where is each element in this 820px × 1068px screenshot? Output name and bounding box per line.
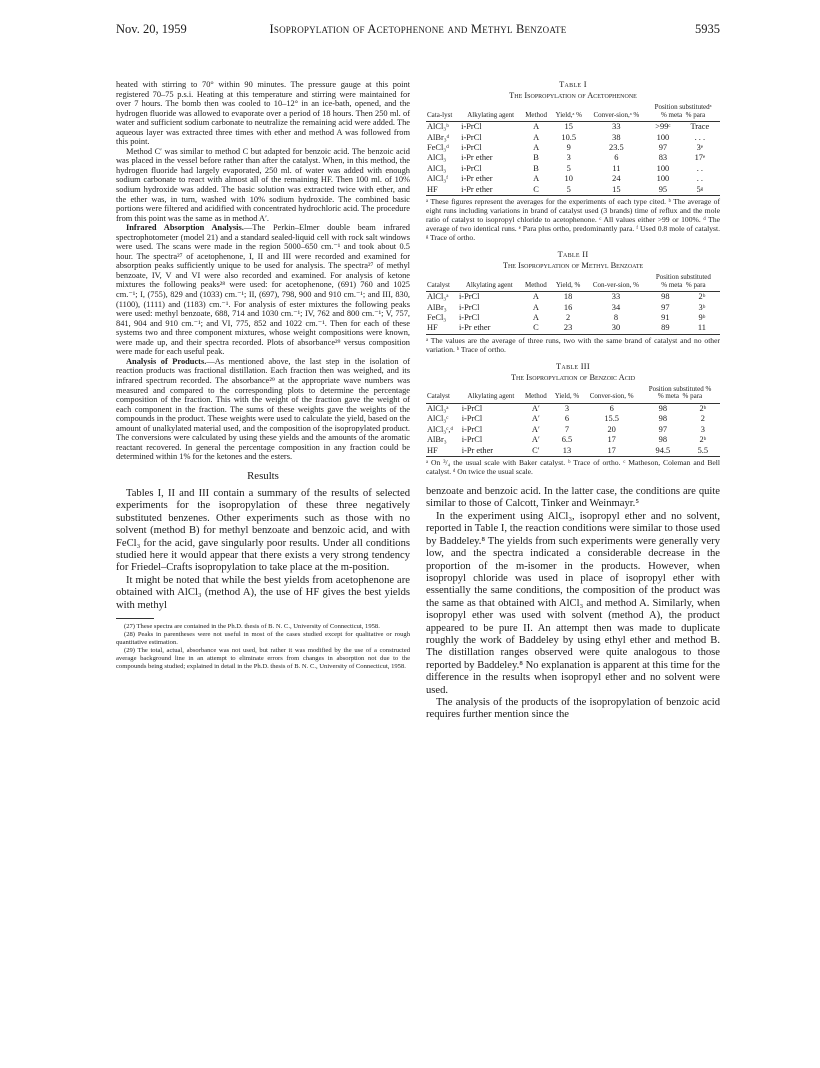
table-cell: AlBr₃ [427,435,447,445]
table-cell: 97 [658,424,668,434]
table-cell: 6.5 [561,435,573,445]
column-header: Method [521,104,551,122]
table-row [426,323,720,334]
table-cell: B [533,163,539,173]
paragraph [116,223,410,357]
table-cell: 13 [551,446,584,457]
table-cell: AlCl₃ [427,163,447,173]
table-cell: AlBr₃ᵈ [427,132,450,142]
table-cell: 20 [607,424,616,434]
column-header: Alkylating agent [461,386,521,404]
table-cell: B [533,153,539,163]
table-row [426,133,720,143]
table-cell: 83 [658,153,668,163]
table-cell: A [532,313,539,323]
right-column [426,80,720,722]
table-cell: i-PrCl [458,313,480,323]
table-row [426,404,720,415]
table-cell: i-Pr ether [461,446,521,457]
table-cell: AlCl₃ᶜ [427,414,449,424]
table-cell: i-PrCl [461,132,482,142]
table-cell: 24 [612,174,621,184]
table-cell: A [532,292,539,302]
table-cell: 100 [656,132,670,142]
table-cell: 33 [612,122,621,132]
table-cell: AlCl₃ [427,153,447,163]
table-row [426,435,720,445]
table-cell: i-PrCl [458,292,480,302]
table-cell: i-PrCl [461,404,483,414]
table-cell: 7 [564,424,570,434]
table-row [426,414,720,424]
table-cell: 11 [684,323,720,334]
table-cell: C [521,323,551,334]
column-header: Yield,ᵃ % [551,104,587,122]
table-cell: AlCl₃ᶜ,ᵈ [427,424,454,434]
table-cell: i-Pr ether [461,174,493,184]
running-header [116,22,720,38]
table-cell: 9ᵇ [698,313,706,323]
table-row [426,303,720,313]
table-cell: AlCl₃ᶠ [427,174,448,184]
table-cell: 33 [611,292,621,302]
table-cell: >99ᶜ [655,122,671,132]
table-cell: 2 [700,414,705,424]
position-header: Position substitutedᵃ [654,103,712,111]
table-cell: Trace [690,122,710,132]
table-cell: 97 [661,302,670,312]
table-1 [426,80,720,242]
table-cell: 2 [566,313,571,323]
table-cell: AlCl₃ᵃ [427,292,449,302]
table-cell: C [521,185,551,196]
footnote-rule [116,618,154,619]
column-group-header [640,386,720,404]
column-header: % meta [657,392,680,401]
paragraph: benzoate and benzoic acid. In the latter case, the conditions are quite similar to those of Calcott, Tinker and Weinmayr.⁵ [426,486,720,510]
table-cell: A [533,132,540,142]
table-cell: 5 [566,163,571,173]
table-row [426,425,720,435]
column-header: Alkylating agent [458,274,521,292]
table-cell: i-Pr ether [460,185,521,196]
column-header: Catalyst [426,274,458,292]
table-cell: 2ᵇ [699,435,707,445]
table-cell: A′ [531,414,540,424]
table-caption: Table III [556,361,590,371]
table-cell: i-PrCl [461,143,482,152]
table-cell: . . . [694,132,706,142]
data-table [426,274,720,335]
table-cell: 6 [609,404,614,414]
left-column [116,80,410,671]
table-2 [426,250,720,354]
table-cell: 17 [583,446,640,457]
paragraph: The analysis of the products of the isopropylation of benzoic acid requires further mention since the [426,696,720,721]
table-cell: A [533,143,540,152]
column-header: Yield, % [551,386,584,404]
table-row [426,153,720,163]
table-cell: i-PrCl [458,302,480,312]
page-number: 5935 [695,22,720,36]
table-cell: HF [426,185,460,196]
table-cell: . . [696,174,703,184]
column-header: Method [521,386,550,404]
table-cell: 5ᵍ [680,185,720,196]
table-title: The Isopropylation of Methyl Benzoate [502,261,644,271]
table-cell: 3 [564,404,570,414]
table-cell: 2ᵇ [699,404,707,414]
table-cell: 98 [658,404,668,414]
column-header: % meta [661,280,683,289]
table-cell: 16 [563,302,573,312]
table-caption: Table II [557,250,589,260]
table-cell: A [533,122,540,132]
table-cell: 6 [564,414,570,424]
column-header: Method [521,274,551,292]
table-cell: 3 [566,153,571,163]
column-header: Catalyst [426,386,461,404]
table-cell: 23.5 [609,143,624,152]
paragraph-text: —The Perkin–Elmer double beam infrared spectrophotometer (model 21) and a standard sealed-liquid cell with rock salt windows were used. The scans were made in the region 5000–650 cm.⁻¹ and took about 0.5 hour. The spectra²⁷ of acetophenone, I, II and III were recorded and examined for absorption peaks sufficiently unique to be used for analysis. The spectra²⁷ of methyl benzoate, IV, V and VI were also recorded and examined. For analysis of ketone mixtures the following peaks²⁸ were used: for acetophenone, (691) 760 and 1025 cm.⁻¹; I, (755), 829 and (1033) cm.⁻¹; II, (697), 798, 900 and 910 cm.⁻¹; and III, 830, (1100), (1111) and (1183) cm.⁻¹. For analysis of ester mixtures the following peaks were used: methyl benzoate, 688, 714 and 1030 cm.⁻¹; IV, 762 and 800 cm.⁻¹; V, 757, 841, 904 and 910 cm.⁻¹; and VI, 775, 852 and 1022 cm.⁻¹. Then for each of these systems two and three component mixtures, whose weight compositions were known, were made up, and their spectra recorded. Plots of absorbance²⁹ versus composition were made for each useful peak. [116,223,410,357]
table-cell: 23 [551,323,585,334]
table-cell: 89 [647,323,684,334]
table-caption: Table I [559,80,587,89]
paragraph: Method C′ was similar to method C but adapted for benzoic acid. The benzoic acid was placed in the vessel before rather than after the catalyst. When, in this method, the hydrogen fluoride had largely evaporated, 250 ml. of water was added with enough sodium carbonate to react with almost all of the remaining HF. Then 100 ml. of 10% sodium hydroxide was added. The basic solution was extracted twice with ether, and the ether was, in turn, washed with 10% sodium hydroxide. The combined basic portions were filtered and acidified with concentrated hydrochloric acid. The procedure from this point was the same as in method A′. [116,146,410,223]
footnote: (28) Peaks in parentheses were not useful in most of the cases studied except for qualitative or rough quantitative estimation. [116,630,410,646]
table-cell: 15 [564,122,573,132]
table-row [426,185,720,196]
table-cell: A [532,302,539,312]
column-group-header [646,104,720,122]
table-title: The Isopropylation of Acetophenone [509,91,637,100]
footnote: (27) These spectra are contained in the Ph.D. thesis of B. N. C., University of Connecticut, 1958. [124,622,380,630]
table-3 [426,362,720,476]
table-cell: 8 [613,313,619,323]
table-cell: 30 [585,323,647,334]
table-cell: A [533,174,540,184]
table-cell: 98 [658,414,668,424]
table-cell: i-Pr ether [458,323,521,334]
table-row [426,446,720,457]
table-cell: 15.5 [604,414,619,424]
paragraph: It might be noted that while the best yields from acetophenone are obtained with AlCl₃ (method A), the use of HF gives the best yields with methyl [116,574,410,611]
table-cell: 34 [611,302,621,312]
data-table [426,104,720,196]
table-cell: 100 [656,163,670,173]
table-cell: i-PrCl [461,122,482,132]
table-cell: HF [426,446,461,457]
footnote: (29) The total, actual, absorbance was not used, but rather it was modified by the use of a constructed average background line in an attempt to eliminate errors from changes in absorption not due to the compounds being studied; explained in detail in the Ph.D. thesis of B. N. C., University of Connecticut, 1958. [116,646,410,670]
table-footnote: ᵃ On ³/₄ the usual scale with Baker catalyst. ᵇ Trace of ortho. ᶜ Matheson, Coleman and Bell catalyst. ᵈ On twice the usual scale. [426,458,720,477]
table-cell: AlCl₃ᵇ [427,122,449,132]
column-group-header [647,274,720,292]
column-header: Alkylating agent [460,104,521,122]
column-header: Cata-lyst [426,104,460,122]
table-cell: 3ᵉ [696,143,703,152]
table-cell: 3 [700,424,705,434]
table-cell: HF [426,323,458,334]
data-table [426,386,720,457]
table-cell: A′ [531,424,540,434]
table-cell: FeCl₃ᵈ [427,143,449,152]
table-cell: i-PrCl [461,414,483,424]
table-footnote: ᵃ The values are the average of three runs, two with the same brand of catalyst and no other variation. ᵇ Trace of ortho. [426,335,720,354]
table-row [426,122,720,133]
table-cell: 98 [661,292,670,302]
table-row [426,313,720,323]
table-cell: 95 [646,185,679,196]
position-header: Position substituted [655,273,711,282]
table-cell: 10.5 [561,132,577,142]
table-title: The Isopropylation of Benzoic Acid [510,372,636,382]
column-header: Yield, % [551,274,585,292]
table-row [426,164,720,174]
table-cell: 100 [656,174,670,184]
table-cell: 5.5 [686,446,720,457]
table-cell: i-PrCl [461,163,482,173]
position-header: Position substituted % [648,384,712,393]
table-row [426,143,720,153]
table-cell: i-Pr ether [461,153,493,163]
paragraph-text: —As mentioned above, the last step in the isolation of reaction products was fractional distillation. Each fraction then was weighed, and its infrared spectrum recorded. The absorbance²⁹ at the appropriate wave numbers was measured and compared to the corresponding plots to determine the percentage composition of the fraction. This with the weight of the fraction gave the weight of each component in the fraction. The sums of these weights gave the weights of the compounds in the product. These weights were used to calculate the yield, based on the amount of unalkylated material used, and the composition of the isopropylated product. The conversions were calculated by using these yields and the amounts of the aromatic reactant recovered. In general the percentage composition in any fraction could be determined within 1% for the ketones and the esters. [116,356,410,462]
table-cell: AlBr₃ [427,302,447,312]
column-header: % para [685,110,706,119]
table-cell: i-PrCl [461,435,483,445]
column-header: % para [685,280,706,289]
column-header: % meta [660,110,683,119]
table-cell: A′ [531,435,540,445]
table-cell: 38 [612,132,621,142]
table-cell: 17 [607,435,616,445]
column-header: % para [682,392,703,401]
paragraph: Tables I, II and III contain a summary of the results of selected experiments for the isopropylation of these three negatively substituted benzenes. Other experiments such as those with no solvent (method B) for methyl benzoate and benzoic acid, and with FeCl₃ for the acid, gave singularly poor results. Under all conditions studied here it would appear that there exists a very strong tendency for Friedel–Crafts isopropylation to take place at the m-position. [116,487,410,574]
table-cell: 9 [566,143,571,152]
header-date: Nov. 20, 1959 [116,22,187,36]
table-cell: 15 [587,185,647,196]
table-cell: 6 [614,153,619,163]
table-cell: 91 [661,313,670,323]
table-cell: 98 [658,435,668,445]
table-row [426,174,720,184]
run-in-heading: Infrared Absorption Analysis. [126,223,244,233]
table-cell: AlCl₃ᵃ [427,404,449,414]
run-in-heading: Analysis of Products. [126,356,207,366]
table-cell: 17ᵉ [694,153,706,163]
table-cell: i-PrCl [461,424,483,434]
table-cell: A′ [531,404,540,414]
paragraph: heated with stirring to 70° within 90 minutes. The pressure gauge at this point registered 70–75 p.s.i. Heating at this temperature and stirring were maintained for over 7 hours. The bomb then was cooled to 10–12° in an ice-bath, opened, and the hydrogen fluoride was allowed to evaporate over a period of 18 hours. Then 250 ml. of water and sufficient sodium carbonate to neutralize the remaining acid were added. The aqueous layer was extracted three times with ether and method A was followed from this point. [116,80,410,147]
table-cell: 97 [658,143,668,152]
table-cell: 3ᵇ [698,302,706,312]
table-cell: FeCl₃ [427,313,447,323]
table-footnote: ᵃ These figures represent the averages for the experiments of each type cited. ᵇ The average of eight runs including variations in brand of catalyst used (3 brands) time of reflux and the mole ratio of catalyst to isopropyl chloride to acetophenone. ᶜ All values either >99 or 100%. ᵈ The average of two identical runs. ᵉ Para plus ortho, predominantly para. ᶠ Used 0.8 mole of catalyst. ᵍ Trace of ortho. [426,197,720,243]
table-cell: 2ᵇ [698,292,706,302]
paragraph: In the experiment using AlCl₃, isopropyl ether and no solvent, reported in Table I, the reaction conditions were similar to those used by Baddeley.⁸ The yields from such experiments were generally very low, and the spectra indicated a considerable decrease in the proportion of the m-isomer in the products. However, when isopropyl chloride was used in place of isopropyl ether with essentially the same conditions, the composition of the product was the same as that obtained with AlCl₃ and method A. Similarly, when isopropyl ether was used with solvent (method A), the product appeared to be pure II. An attempt then was made to duplicate roughly the work of Baddeley by using ethyl ether and method B. The distillation ranges observed were quite analogous to those reported by Baddeley.⁸ No explanation is apparent at this time for the difference in the results when isopropyl ether and no solvent were used. [426,510,720,696]
table-cell: 11 [612,163,621,173]
table-cell: . . [696,163,703,173]
table-cell: 5 [551,185,587,196]
column-header: Conver-sion, % [583,386,640,404]
paragraph [116,357,410,462]
table-cell: 10 [564,174,573,184]
header-title: Isopropylation of Acetophenone and Methyl Benzoate [269,22,567,36]
column-header: Con-ver-sion, % [585,274,647,292]
table-cell: C′ [521,446,550,457]
column-header: Conver-sion,ᵃ % [587,104,647,122]
section-heading: Results [247,469,279,482]
table-cell: 94.5 [640,446,686,457]
table-cell: 18 [563,292,573,302]
table-row [426,292,720,303]
